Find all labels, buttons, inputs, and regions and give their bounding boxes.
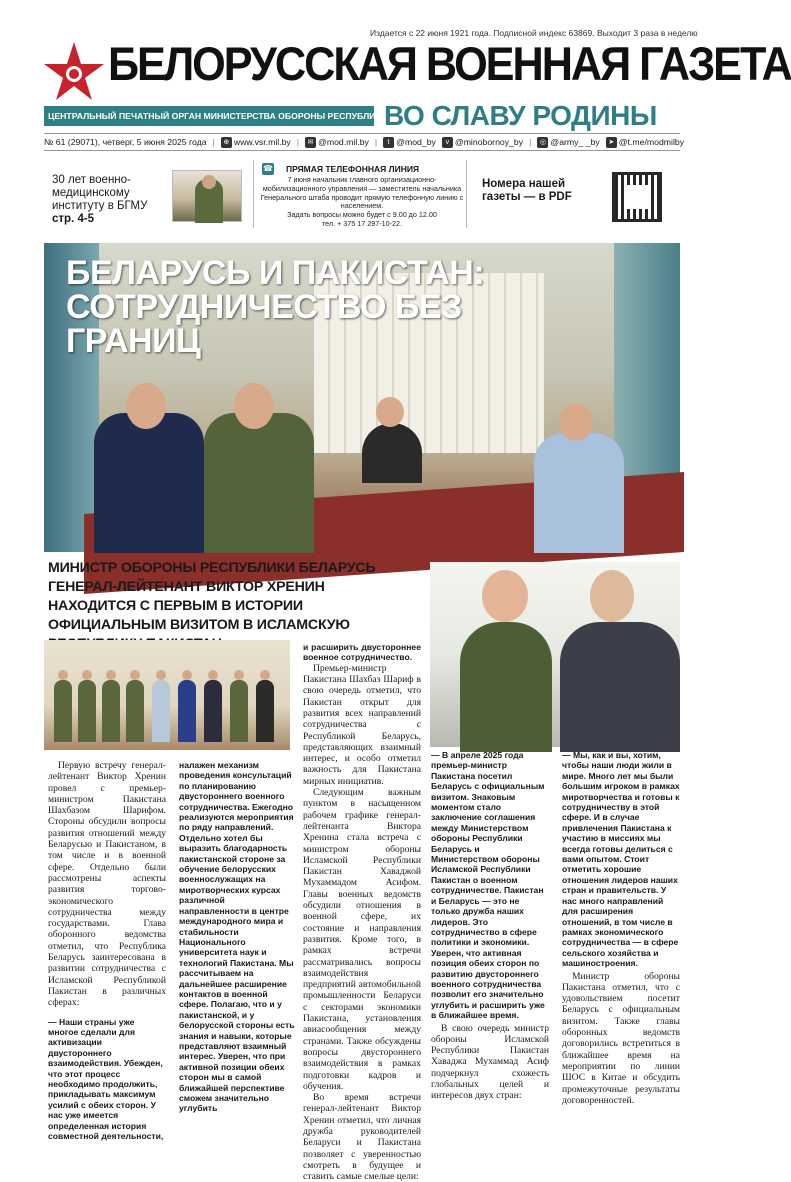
globe-icon: ⊕ xyxy=(221,137,232,148)
phone-icon: ☎ xyxy=(263,164,273,173)
handshake-photo xyxy=(430,562,680,747)
red-star-emblem-icon xyxy=(42,40,106,104)
instagram-icon: ◎ xyxy=(537,137,548,148)
twitter-link[interactable]: t @mod_by xyxy=(383,134,436,150)
vk-icon: v xyxy=(442,137,453,148)
vk-link[interactable]: v @minobornoy_by xyxy=(442,134,523,150)
delegation-group-photo xyxy=(44,640,290,750)
masthead-tagline: Издается с 22 июня 1921 года. Подписной индекс 63869. Выходит 3 раза в неделю xyxy=(370,28,698,38)
email-link[interactable]: ✉ @mod.mil.by xyxy=(305,134,369,150)
telegram-icon: ➤ xyxy=(606,137,617,148)
officer-portrait-photo xyxy=(172,170,242,222)
pdf-teaser[interactable]: Номера нашей газеты — в PDF xyxy=(482,178,572,203)
qr-code-icon[interactable] xyxy=(612,172,662,222)
issue-info-bar: № 61 (29071), четверг, 5 июня 2025 года | ⊕ www.vsr.mil.by | ✉ @mod.mil.by | t @mod_by v @minobornoy_by | ◎ @army_ _by ➤ @t.me/modmilby xyxy=(44,133,680,151)
article-column-5: — Мы, как и вы, хотим, чтобы наши люди жили в мире. Много лет мы были большим игроком в рамках миротворчества и готовы к сотрудничеству в этой сфере. И в случае привлечения Пакистана к участию в миссиях мы всегда готовы делиться с вами опытом. Стоит отметить хорошие отношения лидеров наших стран и правительств. У нас много направлений для расширения отношений, в том числе в рамках экономического сотрудничества — в сфере сельского хозяйства и машиностроения. Министр обороны Пакистана отметил, что с удовольствием посетит Беларусь с официальным визитом. Также главы оборонных ведомств договорились встретиться в ближайшее время на мероприятии по линии ШОС в Китае и обсудить промежуточные результаты договоренностей. xyxy=(562,750,680,1106)
issue-number: № 61 (29071), четверг, 5 июня 2025 года xyxy=(44,137,207,147)
article-column-3: и расширить двустороннее военное сотрудничество. Премьер-министр Пакистана Шахбаз Шариф в свою очередь отметил, что Пакистан открыт для развития всех направлений сотрудничества с Республикой Беларусь, представляющих взаимный интерес, и особо отметил важность для Пакистана мирных инициатив. Следующим важным пунктом в насыщенном рабочем графике генерал-лейтенанта Виктора Хренина стала встреча с министром обороны Исламской Республики Пакистан Хаваджой Мухаммадом Асифом. Главы военных ведомств обсудили отношения в военной сфере, их состояние и направления развития. Кроме того, в рамках встречи рассматривались вопросы взаимодействия предприятий автомобильной промышленности Беларуси с секторами экономики Пакистана, установления авиасообщения между странами. Также обсуждены вопросы двустороннего взаимодействия в рамках подготовки кадров и обучения. Во время встречи генерал-лейтенант Виктор Хренин отметил, что личная дружба руководителей Беларуси и Пакистана позволяет с уверенностью смотреть в будущее и ставить самые смелые цели: xyxy=(303,642,421,1182)
masthead-slogan: ВО СЛАВУ РОДИНЫ xyxy=(384,100,657,131)
twitter-icon: t xyxy=(383,137,394,148)
mail-icon: ✉ xyxy=(305,137,316,148)
article-column-2: налажен механизм проведения консультаций по планированию двустороннего военного сотрудничества. Ежегодно реализуются мероприятия по ряду направлений. Отдельно хотел бы выразить благодарность пакистанской стороне за обучение белорусских военнослужащих на миротворческих курсах различной направленности в центре международного мира и стабильности Национального университета наук и технологий Пакистана. Мы рассчитываем на дальнейшее расширение контактов в военной сфере. Полагаю, что и у пакистанской, и у белорусской стороны есть знания и навыки, которые представляют взаимный интерес. Уверен, что при активной позиции обеих сторон мы в самой ближайшей перспективе сможем значительно углубить xyxy=(179,760,295,1114)
website-link[interactable]: ⊕ www.vsr.mil.by xyxy=(221,134,291,150)
instagram-link[interactable]: ◎ @army_ _by xyxy=(537,134,599,150)
hero-headline: БЕЛАРУСЬ И ПАКИСТАН: СОТРУДНИЧЕСТВО БЕЗ ГРАНИЦ xyxy=(66,254,485,360)
masthead-subtitle: ЦЕНТРАЛЬНЫЙ ПЕЧАТНЫЙ ОРГАН МИНИСТЕРСТВА ОБОРОНЫ РЕСПУБЛИКИ БЕЛАРУСЬ xyxy=(44,106,374,126)
hotline-text: 7 июня начальник главного организационно-мобилизационного управления — заместитель начальника Генерального штаба проводит прямую телефонную линию с населением. Задать вопросы можно будет с 9.00 до 12.00 тел. + 375 17 297-10-22. xyxy=(260,175,464,228)
hotline-title: ПРЯМАЯ ТЕЛЕФОННАЯ ЛИНИЯ xyxy=(286,164,420,174)
newspaper-title: БЕЛОРУССКАЯ ВОЕННАЯ ГАЗЕТА xyxy=(108,37,791,90)
anniversary-teaser[interactable]: 30 лет военно-медицинскому институту в БГМУ стр. 4-5 xyxy=(52,174,148,225)
teaser-pages: стр. 4-5 xyxy=(52,213,95,225)
telegram-link[interactable]: ➤ @t.me/modmilby xyxy=(606,134,684,150)
article-column-1: Первую встречу генерал-лейтенант Виктор Хренин провел с премьер-министром Пакистана Шахбазом Шарифом. Стороны обсудили вопросы развития отношений между Беларусью и Пакистаном, в том числе и в военной сфере. Отдельно были рассмотрены аспекты развития торгово-экономического сотрудничества между государствами. Глава оборонного ведомства отметил, что Республика Беларусь заинтересована в развитии сотрудничества с Исламской Республикой Пакистан в различных сферах: — Наши страны уже многое сделали для активизации двустороннего взаимодействия. Убежден, что этот процесс необходимо продолжить, прикладывать максимум усилий с обеих сторон. У нас уже имеется определенная история совместной деятельности, xyxy=(48,760,166,1141)
article-column-4: — В апреле 2025 года премьер-министр Пакистана посетил Беларусь с официальным визитом. Знаковым моментом стало заключение соглашения между Министерством обороны Республики Беларусь и Министерством обороны Исламской Республики Пакистан о военном сотрудничестве. Пакистан и Беларусь — это не только дружба наших лидеров. Это сотрудничество в сфере политики и экономики. Уверен, что активная позиция обеих сторон по развитию двустороннего военного сотрудничества позволит его значительно углубить и расширить уже в ближайшее время. В свою очередь министр обороны Исламской Республики Пакистан Хаваджа Мухаммад Асиф подчеркнул схожесть глобальных целей и интересов двух стран: xyxy=(431,750,549,1102)
article-lead: МИНИСТР ОБОРОНЫ РЕСПУБЛИКИ БЕЛАРУСЬ ГЕНЕРАЛ-ЛЕЙТЕНАНТ ВИКТОР ХРЕНИН НАХОДИТСЯ С ПЕРВЫМ В ИСТОРИИ ОФИЦИАЛЬНЫМ ВИЗИТОМ В ИСЛАМСКУЮ xyxy=(48,560,376,633)
